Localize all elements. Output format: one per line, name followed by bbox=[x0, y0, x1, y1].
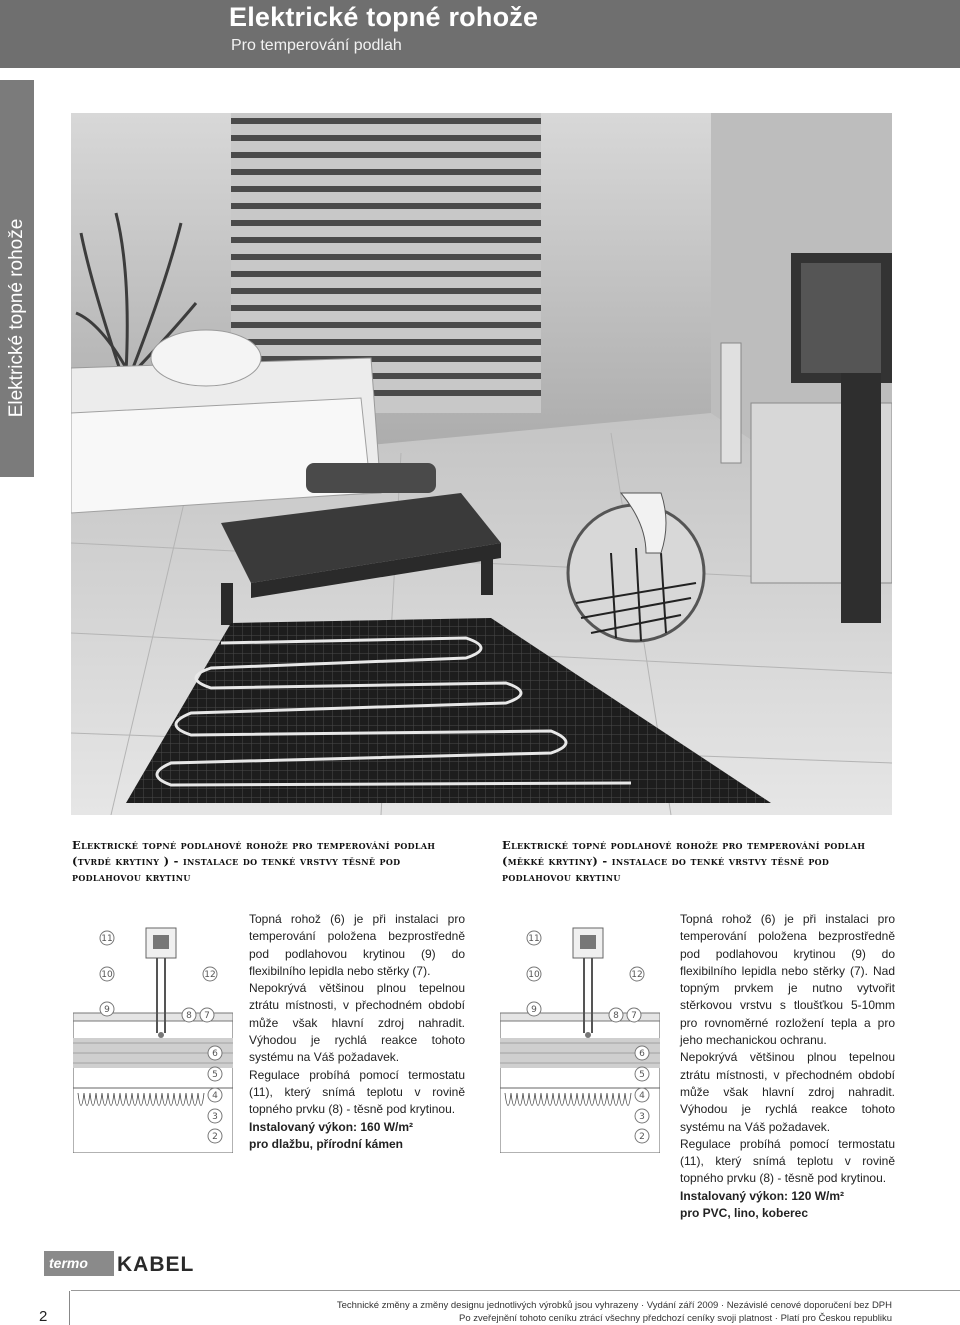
side-tab-label: Elektrické topné rohože bbox=[6, 218, 27, 418]
page-subtitle: Pro temperování podlah bbox=[231, 37, 402, 54]
diagram-soft-floor bbox=[500, 918, 660, 1153]
power-spec: Instalovaný výkon: 160 W/m² bbox=[249, 1119, 414, 1134]
callout-label: 2 bbox=[212, 1132, 218, 1142]
paragraph: Nepokrývá většinou plnou tepelnou ztrátu místnosti, v přechodném období může však hlavní zdroj nahradit. Výhodou je rychlá reakce tohoto systému na Váš požadavek. bbox=[680, 1050, 895, 1134]
paragraph: Topná rohož (6) je při instalaci pro temperování položena bezprostředně pod podlahovou krytinou (9) do flexibilního lepidla nebo stěrky (7). Nad topným prvkem je nutno vytvořit stěrkovou vrstvu s tloušťkou 5-10mm pro rovnoměrné rozložení tepla a pro jeho mechanickou ochranu. bbox=[680, 912, 895, 1048]
callout-label: 7 bbox=[631, 1011, 637, 1021]
footer-disclaimer-2: Po zveřejnění tohoto ceníku ztrácí všechny předchozí ceníky svoji platnost · Platí pro Českou republiku bbox=[458, 1313, 892, 1324]
footer-disclaimer-1: Technické změny a změny designu jednotlivých výrobků jsou vyhrazeny · Vydání září 2009 · Nezávislé cenové doporučení bez DPH bbox=[336, 1300, 892, 1311]
layer-cross-section bbox=[500, 918, 660, 1153]
callout-label: 12 bbox=[204, 970, 216, 980]
side-tab bbox=[0, 80, 34, 477]
footer-divider bbox=[71, 1290, 960, 1291]
callout-label: 8 bbox=[613, 1011, 619, 1021]
section-title-soft: Elektrické topné podlahové rohože pro temperování podlah (měkké krytiny) - instalace do tenké vrstvy těsně pod podlahovou krytinu bbox=[502, 838, 866, 884]
layer-cross-section bbox=[73, 918, 233, 1153]
callout-label: 5 bbox=[212, 1070, 218, 1080]
callout-label: 4 bbox=[639, 1091, 645, 1101]
paragraph: Nepokrývá většinou plnou tepelnou ztrátu místnosti, v přechodném období může však hlavní zdroj nahradit. Výhodou je rychlá reakce tohoto systému na Váš požadavek. bbox=[249, 981, 465, 1065]
callout-label: 4 bbox=[212, 1091, 218, 1101]
description-soft-floor bbox=[680, 911, 895, 1222]
page-number: 2 bbox=[39, 1308, 48, 1325]
callout-label: 2 bbox=[639, 1132, 645, 1142]
power-spec: Instalovaný výkon: 120 W/m² bbox=[680, 1188, 845, 1203]
callout-label: 5 bbox=[639, 1070, 645, 1080]
section-title-hard: Elektrické topné podlahové rohože pro temperování podlah (tvrdé krytiny ) - instalace do tenké vrstvy těsně pod podlahovou krytinu bbox=[72, 838, 436, 884]
room-illustration bbox=[71, 113, 892, 815]
callout-label: 10 bbox=[101, 970, 113, 980]
paragraph: Regulace probíhá pomocí termostatu (11), který snímá teplotu v rovině topného prvku (8) - těsně pod krytinou. bbox=[249, 1067, 465, 1117]
callout-label: 8 bbox=[186, 1011, 192, 1021]
callout-label: 11 bbox=[528, 934, 540, 944]
callout-label: 9 bbox=[531, 1005, 537, 1015]
termokabel-logo bbox=[44, 1251, 195, 1279]
logo-kabel: KABEL bbox=[117, 1253, 195, 1276]
floor-type-spec: pro PVC, lino, koberec bbox=[680, 1206, 809, 1221]
callout-label: 6 bbox=[639, 1049, 645, 1059]
callout-label: 10 bbox=[528, 970, 540, 980]
page-title: Elektrické topné rohože bbox=[229, 2, 539, 32]
floor-type-spec: pro dlažbu, přírodní kámen bbox=[249, 1136, 404, 1151]
callout-label: 3 bbox=[639, 1112, 645, 1122]
callout-label: 11 bbox=[101, 934, 113, 944]
logo-termo: termo bbox=[44, 1251, 114, 1276]
callout-label: 3 bbox=[212, 1112, 218, 1122]
callout-label: 7 bbox=[204, 1011, 210, 1021]
description-hard-floor bbox=[249, 911, 465, 1153]
paragraph: Topná rohož (6) je při instalaci pro temperování položena bezprostředně pod podlahovou krytinou (9) do flexibilního lepidla nebo stěrky (7). bbox=[249, 912, 465, 978]
callout-label: 9 bbox=[104, 1005, 110, 1015]
paragraph: Regulace probíhá pomocí termostatu (11), který snímá teplotu v rovině topného prvku (8) - těsně pod krytinou. bbox=[680, 1136, 895, 1186]
callout-label: 6 bbox=[212, 1049, 218, 1059]
callout-label: 12 bbox=[631, 970, 643, 980]
page-number-box bbox=[0, 1291, 70, 1325]
diagram-hard-floor bbox=[73, 918, 233, 1153]
room-photo bbox=[71, 113, 892, 815]
